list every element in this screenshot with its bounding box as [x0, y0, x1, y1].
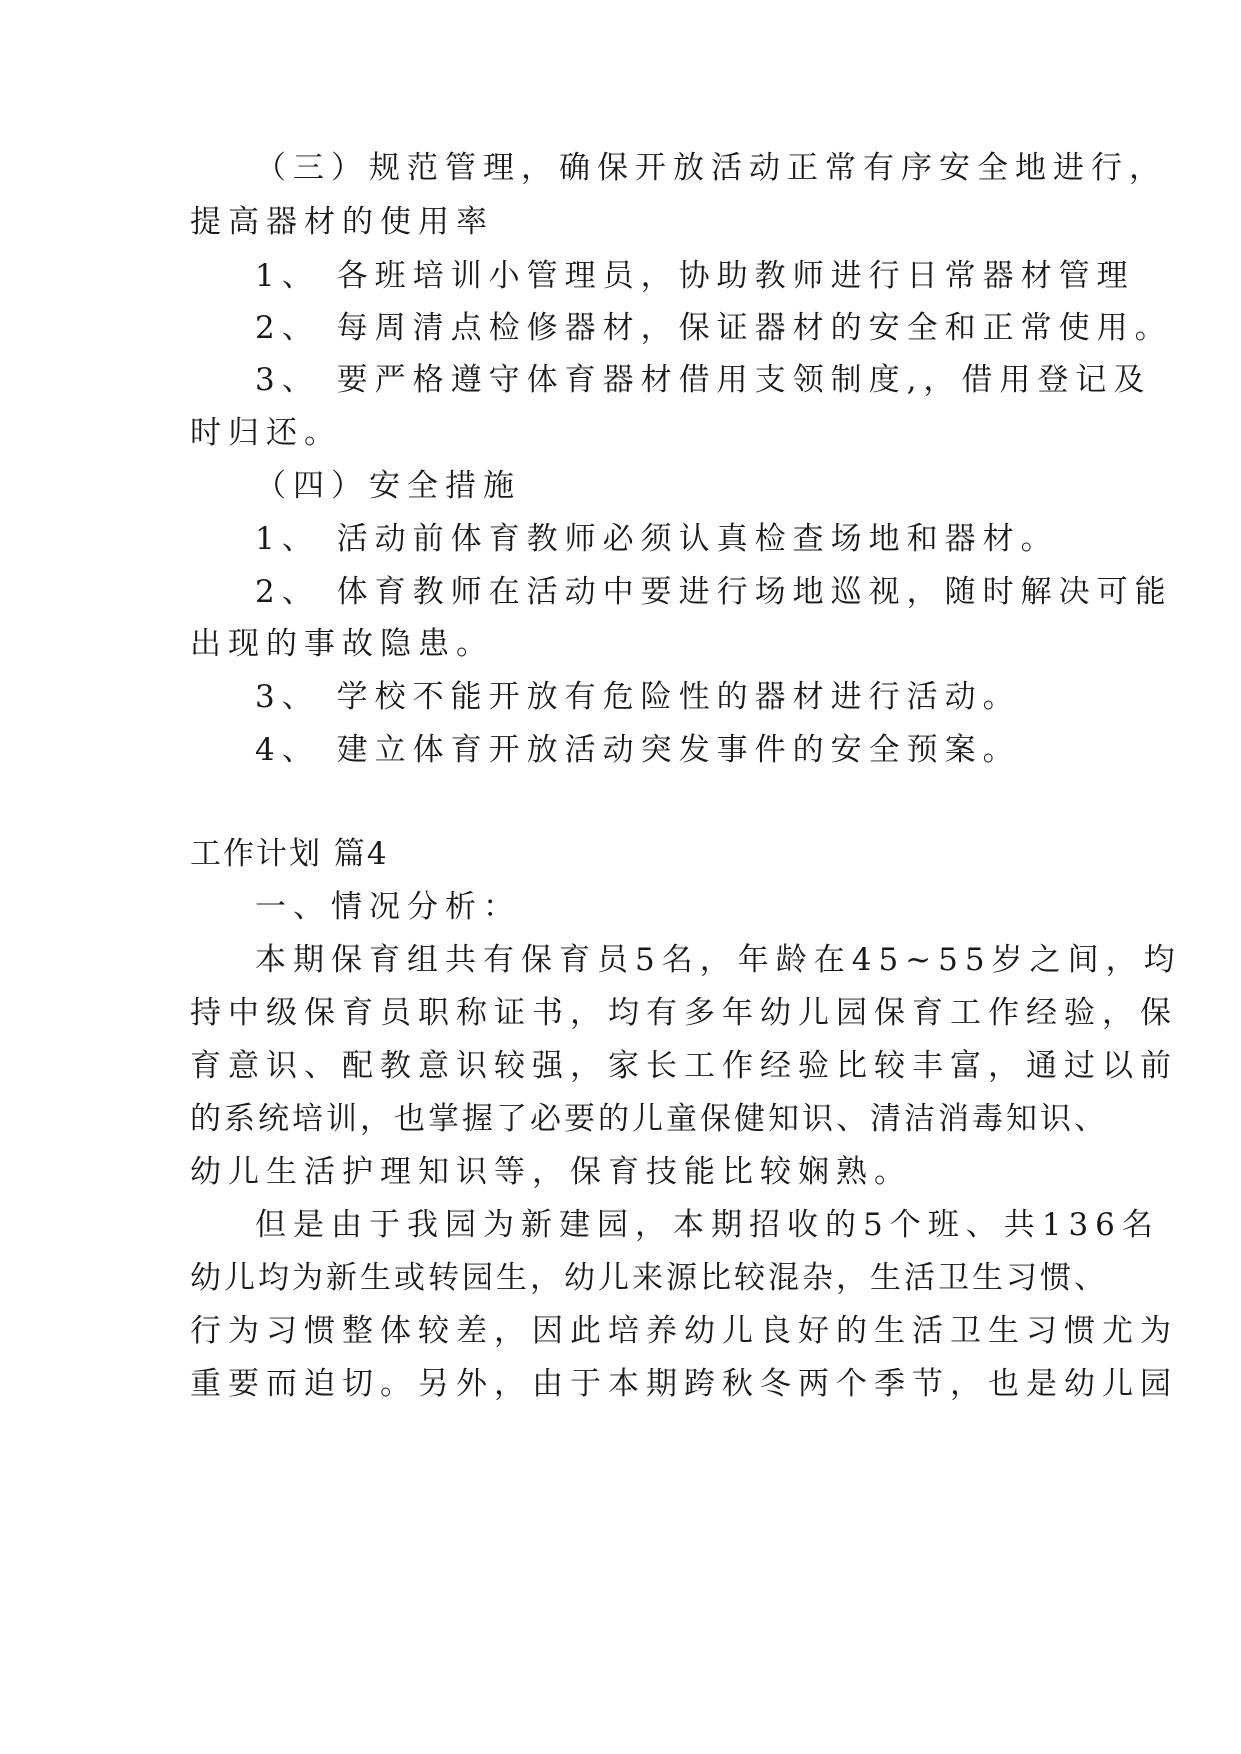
section-3-heading: （三）规范管理，确保开放活动正常有序安全地进行， — [255, 150, 1167, 186]
section-4-item-3: 3、 学校不能开放有危险性的器材进行活动。 — [255, 679, 1021, 715]
paragraph-line: 重要而迫切。另外，由于本期跨秋冬两个季节，也是幼儿园 — [190, 1366, 1178, 1402]
section-4-item-4: 4、 建立体育开放活动突发事件的安全预案。 — [255, 732, 1021, 768]
section-4-item-2-cont: 出现的事故隐患。 — [190, 626, 494, 662]
paragraph-line: 幼儿生活护理知识等，保育技能比较娴熟。 — [190, 1154, 912, 1190]
section-4-item-1: 1、 活动前体育教师必须认真检查场地和器材。 — [255, 521, 1059, 557]
section-3-item-2: 2、 每周清点检修器材，保证器材的安全和正常使用。 — [255, 310, 1173, 346]
section-3-item-3-cont: 时归还。 — [190, 415, 342, 451]
paragraph-line: 育意识、配教意识较强，家长工作经验比较丰富，通过以前 — [190, 1048, 1178, 1084]
paragraph-line: 的系统培训，也掌握了必要的儿童保健知识、清洁消毒知识、 — [190, 1101, 1108, 1137]
paragraph-line: 本期保育组共有保育员5名，年龄在45~55岁之间，均 — [255, 942, 1182, 978]
plan-4-title: 工作计划 篇4 — [190, 836, 389, 872]
paragraph-line: 但是由于我园为新建园，本期招收的5个班、共136名 — [255, 1207, 1160, 1243]
section-3-heading-cont: 提高器材的使用率 — [190, 204, 494, 240]
section-3-item-3: 3、 要严格遵守体育器材借用支领制度,，借用登记及 — [255, 362, 1152, 398]
section-4-heading: （四）安全措施 — [255, 468, 521, 504]
plan-4-subheading: 一、情况分析： — [255, 889, 521, 925]
paragraph-line: 幼儿均为新生或转园生，幼儿来源比较混杂，生活卫生习惯、 — [190, 1260, 1108, 1296]
section-3-item-1: 1、 各班培训小管理员，协助教师进行日常器材管理 — [255, 258, 1135, 294]
section-4-item-2: 2、 体育教师在活动中要进行场地巡视，随时解决可能 — [255, 574, 1173, 610]
paragraph-line: 行为习惯整体较差，因此培养幼儿良好的生活卫生习惯尤为 — [190, 1313, 1178, 1349]
paragraph-line: 持中级保育员职称证书，均有多年幼儿园保育工作经验，保 — [190, 995, 1178, 1031]
